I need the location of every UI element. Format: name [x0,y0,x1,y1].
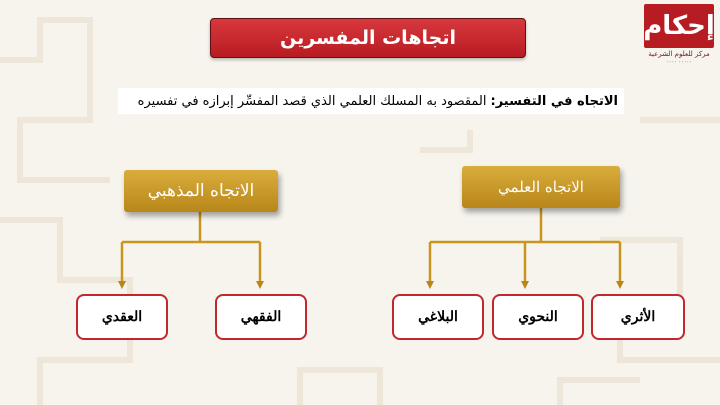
node-nahwi: النحوي [492,294,584,340]
definition-term: الاتجاه في التفسير: [490,93,618,109]
logo-tagline: ٠٠٠٠٠ ٠٠٠٠ [666,59,692,65]
node-ilmi: الاتجاه العلمي [462,166,620,208]
node-fiqhi: الفقهي [215,294,307,340]
logo-mark: إحكام [644,4,714,48]
node-athari: الأثري [591,294,685,340]
slide-title: اتجاهات المفسرين [210,18,526,58]
node-balaghi: البلاغي [392,294,484,340]
node-aqadi: العقدي [76,294,168,340]
definition-text: المقصود به المسلك العلمي الذي قصد المفسِّر إبرازه في تفسيره [137,93,487,109]
logo-subtitle: مركز للعلوم الشرعية [648,50,710,58]
node-madhhabi: الاتجاه المذهبي [124,170,278,212]
